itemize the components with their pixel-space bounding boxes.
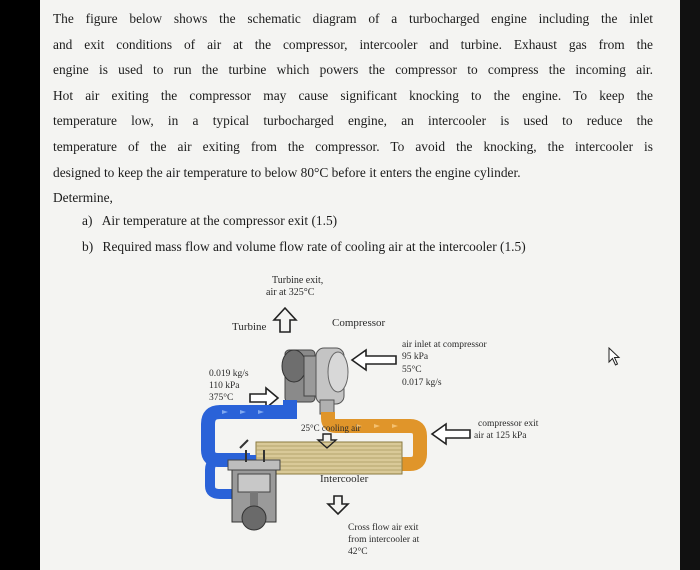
intercooler-label: Intercooler xyxy=(320,473,369,485)
problem-line: temperature of the air exiting from the compressor. To avoid the knocking, the intercooler is xyxy=(53,138,653,154)
screen-edge xyxy=(680,0,700,570)
intercooler-exit-temperature: 42°C xyxy=(348,547,368,557)
question-part-a xyxy=(82,213,337,229)
turbine-label: Turbine xyxy=(232,321,267,333)
cooling-air-exit-arrow-icon xyxy=(328,496,348,514)
compressor-inlet-arrow-icon xyxy=(352,350,396,370)
part-text: Required mass flow and volume flow rate of cooling air at the intercooler (1.5) xyxy=(102,239,526,254)
cooling-air-label: 25°C cooling air xyxy=(301,423,361,433)
part-label: a) xyxy=(82,213,93,228)
turbine-inlet-massflow: 0.019 kg/s xyxy=(209,369,249,379)
problem-statement xyxy=(53,6,653,211)
problem-line: and exit conditions of air at the compressor, intercooler and turbine. Exhaust gas from the xyxy=(53,36,653,52)
turbine-exhaust-arrow-icon xyxy=(274,308,296,332)
compressor-label: Compressor xyxy=(332,317,386,329)
turbine-exit-label: Turbine exit, xyxy=(272,275,324,286)
turbine-inlet-temperature: 375°C xyxy=(209,393,234,403)
turbocharger-schematic xyxy=(80,260,560,570)
intercooler-exit-label: Cross flow air exit xyxy=(348,523,419,533)
compressor-inlet-pressure: 95 kPa xyxy=(402,352,429,362)
question-part-b xyxy=(82,239,526,255)
compressor-inlet-temperature: 55°C xyxy=(402,365,422,375)
turbine-exit-label: air at 325°C xyxy=(266,287,315,298)
problem-line: The figure below shows the schematic diagram of a turbocharged engine including the inlet xyxy=(53,11,653,26)
turbine-inlet-pressure: 110 kPa xyxy=(209,381,240,391)
problem-line: Determine, xyxy=(53,190,113,206)
problem-line: Hot air exiting the compressor may cause significant knocking to the engine. To keep the xyxy=(53,87,653,103)
problem-line: designed to keep the air temperature to below 80°C before it enters the engine cylinder. xyxy=(53,164,521,180)
compressor-inlet-label: air inlet at compressor xyxy=(402,340,487,350)
intercooler-exit-label: from intercooler at xyxy=(348,535,420,545)
part-label: b) xyxy=(82,239,94,254)
problem-line: engine is used to run the turbine which powers the compressor to compress the incoming air. xyxy=(53,62,653,78)
mouse-pointer-icon xyxy=(608,347,622,367)
compressor-exit-label: air at 125 kPa xyxy=(474,431,527,441)
compressor-exit-arrow-icon xyxy=(432,424,470,444)
part-text: Air temperature at the compressor exit (1.5) xyxy=(101,213,338,228)
problem-line: temperature low, in a typical turbocharged engine, an intercooler is used to reduce the xyxy=(53,113,653,129)
compressor-exit-label: compressor exit xyxy=(478,419,539,429)
problem-sheet xyxy=(40,0,680,570)
compressor-inlet-massflow: 0.017 kg/s xyxy=(402,378,442,388)
